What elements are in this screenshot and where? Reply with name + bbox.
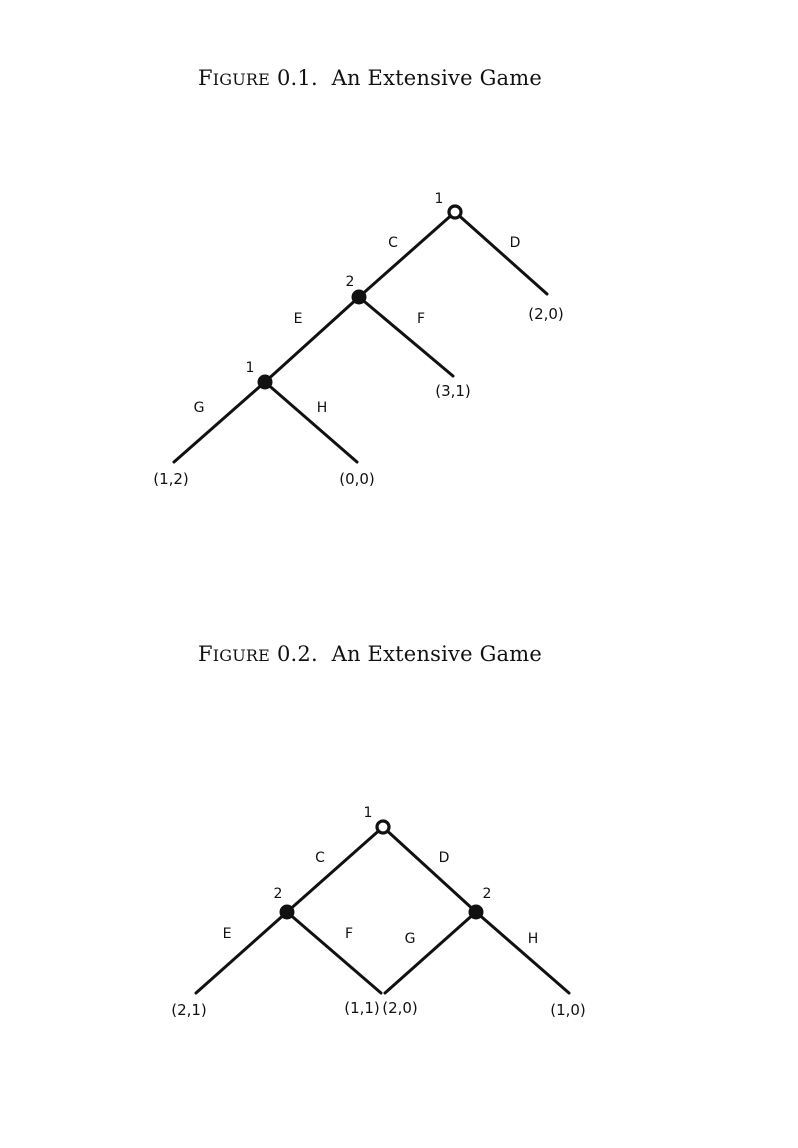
figure-1-caption-number: 0.1. [276, 66, 318, 90]
payoff-f: (1,1) [344, 999, 380, 1017]
player-label-node-3: 1 [245, 360, 255, 376]
figure-2-caption-prefix-rest: IGURE [212, 646, 271, 665]
player-label-root: 1 [434, 191, 444, 207]
figure-2-caption-text: An Extensive Game [331, 642, 543, 666]
payoff-g: (1,2) [153, 470, 189, 488]
action-label-e: E [222, 926, 232, 942]
edge-d [383, 827, 476, 912]
edge-c [287, 827, 383, 912]
action-label-d: D [438, 850, 450, 866]
payoff-e: (2,1) [171, 1001, 207, 1019]
player-label-left: 2 [273, 886, 283, 902]
action-label-e: E [293, 311, 303, 327]
action-label-d: D [509, 235, 521, 251]
payoff-f: (3,1) [435, 382, 471, 400]
action-label-f: F [344, 926, 354, 942]
action-label-h: H [527, 931, 539, 947]
figure-1-caption-prefix-first: F [197, 66, 213, 90]
action-label-g: G [404, 931, 416, 947]
payoff-d: (2,0) [528, 305, 564, 323]
player-2-right-node [469, 905, 483, 919]
edge-h [476, 912, 569, 993]
action-label-h: H [316, 400, 328, 416]
edge-e [196, 912, 287, 993]
edge-f [287, 912, 381, 993]
action-label-c: C [388, 235, 398, 251]
player-2-left-node [280, 905, 294, 919]
action-label-c: C [315, 850, 325, 866]
payoff-h: (0,0) [339, 470, 375, 488]
figure-1-caption-text: An Extensive Game [331, 66, 543, 90]
root-node [377, 821, 389, 833]
player-label-node-2: 2 [345, 274, 355, 290]
edge-g [385, 912, 476, 993]
figure-2-caption-number: 0.2. [276, 642, 318, 666]
figure-1-caption-prefix-rest: IGURE [212, 70, 271, 89]
payoff-h: (1,0) [550, 1001, 586, 1019]
action-label-f: F [416, 311, 426, 327]
payoff-g: (2,0) [382, 999, 418, 1017]
action-label-g: G [193, 400, 205, 416]
figure-2-caption-prefix-first: F [197, 642, 213, 666]
player-label-right: 2 [482, 886, 492, 902]
player-label-root: 1 [363, 805, 373, 821]
